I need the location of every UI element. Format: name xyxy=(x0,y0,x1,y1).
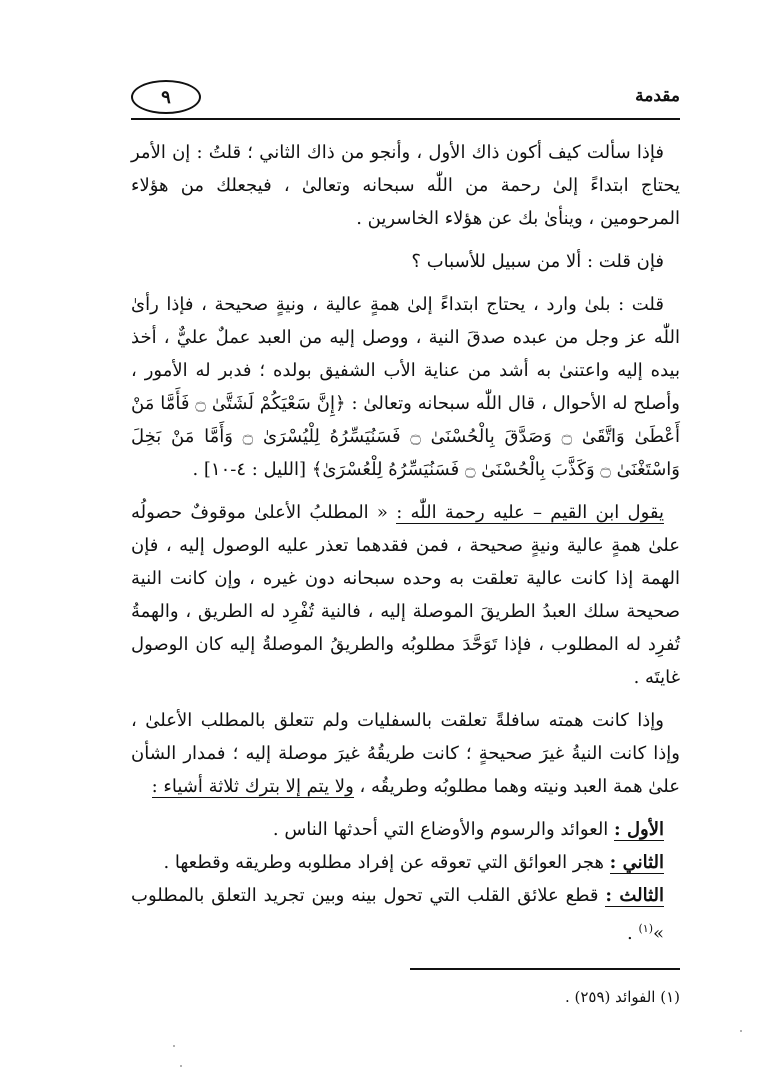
footnote: (١) الفوائد (٢٥٩) . xyxy=(564,988,680,1006)
list-item-label: الأول : xyxy=(614,819,664,840)
paragraph-5-underlined: ولا يتم إلا بترك ثلاثة أشياء : xyxy=(151,776,354,797)
footnote-divider xyxy=(410,968,680,970)
paragraph-5-text: وإذا كانت همته سافلةً تعلقت بالسفليات ولم تتعلق بالمطلب الأعلىٰ ، وإذا كانت النيةُ غيرَ صحيحةٍ ؛ كانت طريقُهُ غيرَ موصلة إليه ؛ فمدار الشأن علىٰ همة العبد ونيته وهما مطلوبُه وطريقُه ، xyxy=(131,710,680,797)
list-item: الثالث : قطع علائق القلب التي تحول بينه وبين تجريد التعلق بالمطلوب »$^{(١)}$ . xyxy=(131,885,664,944)
list-item xyxy=(131,813,680,846)
list-item-label: الثاني : xyxy=(609,852,664,873)
scan-speck xyxy=(180,1065,182,1067)
body-text xyxy=(131,136,680,950)
page-number: ٩ xyxy=(161,86,171,108)
list-item-text: هجر العوائق التي تعوقه عن إفراد مطلوبه وطريقه وقطعها . xyxy=(163,852,604,873)
footnote-ref: (١) xyxy=(638,922,653,935)
list-item-text: العوائد والرسوم والأوضاع التي أحدثها الناس . xyxy=(272,819,609,840)
quote-text: « المطلبُ الأعلىٰ موقوفٌ حصولُه علىٰ همةٍ عالية ونيةٍ صحيحة ، فمن فقدهما تعذر عليه الوصول إليه ، فإن الهمة إذا كانت عالية تعلقت به وحده سبحانه دون غيره ، وإن كانت النية صحيحة سلك العبدُ الطريقَ الموصلة إليه ، فالنية تُفْرِد له الطريق ، والهمةُ تُفرِد له المطلوب ، فإذا تَوَحَّدَ مطلوبُه والطريقُ الموصلةُ إليه كان الوصول غايتَه . xyxy=(131,502,680,688)
paragraph-3: قلت : بلىٰ وارد ، يحتاج ابتداءً إلىٰ همةٍ عالية ، ونيةٍ صحيحة ، فإذا رأىٰ اللّٰه عز وجل من عبده صدقَ النية ، ووصل إليه من العبد عملٌ عليٌّ ، أخذ بيده إليه واعتنىٰ به أشد من عناية الأب الشفيق بولده ؛ فدبر له الأمور ، وأصلح له الأحوال ، قال اللّٰه سبحانه وتعالىٰ : ﴿إِنَّ سَعْيَكُمْ لَشَتَّىٰ ۝ فَأَمَّا مَنْ أَعْطَىٰ وَاتَّقَىٰ ۝ وَصَدَّقَ بِالْحُسْنَىٰ ۝ فَسَنُيَسِّرُهُ لِلْيُسْرَىٰ ۝ وَأَمَّا مَنْ بَخِلَ وَاسْتَغْنَىٰ ۝ وَكَذَّبَ بِالْحُسْنَىٰ ۝ فَسَنُيَسِّرُهُ لِلْعُسْرَىٰ﴾ [الليل : ٤-١٠] . xyxy=(131,294,680,480)
header-divider xyxy=(131,118,680,120)
list-item-text: قطع علائق القلب التي تحول بينه وبين تجريد التعلق بالمطلوب » xyxy=(131,885,664,944)
quote-lead: يقول ابن القيم – عليه رحمة اللّٰه : xyxy=(396,502,664,523)
paragraph-2: فإن قلت : ألا من سبيل للأسباب ؟ xyxy=(411,251,664,272)
list-item xyxy=(131,846,680,879)
page-number-badge xyxy=(131,80,201,114)
paragraph-1: فإذا سألت كيف أكون ذاك الأول ، وأنجو من ذاك الثاني ؛ قلتُ : إن الأمر يحتاج ابتداءً إلىٰ رحمة من اللّٰه سبحانه وتعالىٰ ، فيجعلك من هؤلاء المرحومين ، وينأىٰ بك عن هؤلاء الخاسرين . xyxy=(131,142,680,229)
scan-speck xyxy=(173,1045,175,1047)
list-item-label: الثالث : xyxy=(605,885,664,906)
scan-speck xyxy=(740,1030,742,1032)
paragraph-5 xyxy=(131,704,680,803)
quote-paragraph xyxy=(131,496,680,694)
chapter-title: مقدمة xyxy=(635,86,680,106)
